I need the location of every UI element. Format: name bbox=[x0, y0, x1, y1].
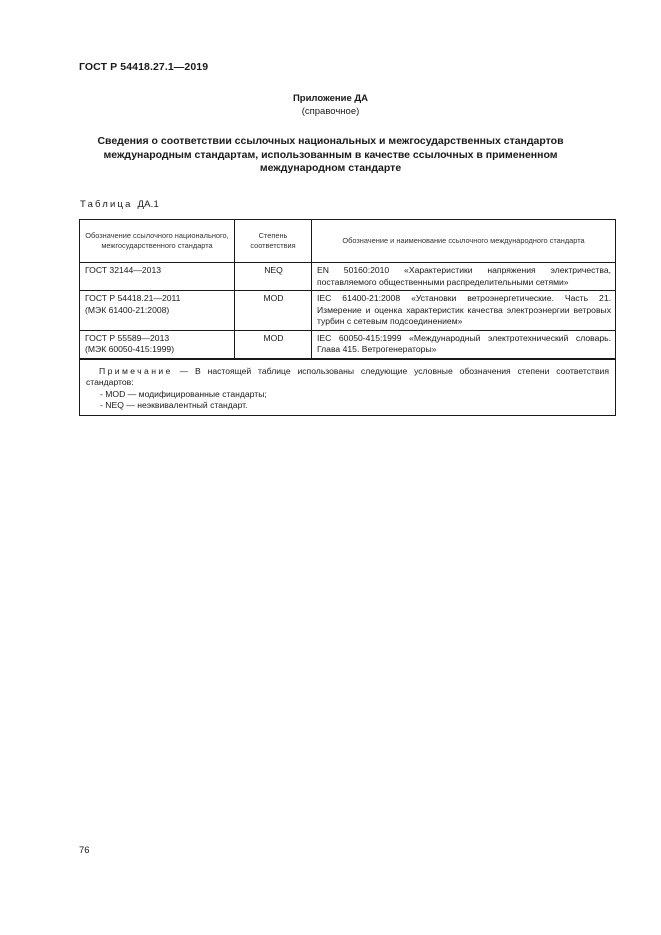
column-header-national-standard: Обозначение ссылочного национального, межгосударственного стандарта bbox=[80, 220, 235, 263]
appendix-heading bbox=[90, 135, 571, 176]
heading-line: Сведения о соответствии ссылочных национальных и межгосударственных стандартов bbox=[97, 135, 564, 147]
international-standard-cell: IEC 60050-415:1999 «Международный электротехнический словарь. Глава 415. Ветрогенераторы» bbox=[312, 330, 616, 359]
note-label: Примечание bbox=[99, 365, 173, 376]
national-standard-designation: ГОСТ 32144—2013 bbox=[85, 265, 162, 275]
heading-line: международным стандартам, использованным в качестве ссылочных в примененном bbox=[103, 148, 558, 161]
international-standard-cell: IEC 61400-21:2008 «Установки ветроэнергетические. Часть 21. Измерение и оценка характеристик качества электроэнергии ветровых турбин с сетевым подсоединением» bbox=[312, 291, 616, 331]
note-lead bbox=[86, 366, 609, 389]
note-text: — В настоящей таблице использованы следующие условные обозначения степени соответствия стандартов: bbox=[86, 365, 609, 387]
appendix-title: Приложение ДА bbox=[292, 93, 369, 104]
national-standard-designation: ГОСТ Р 55589—2013 bbox=[85, 332, 170, 343]
note-item: - MOD — модифицированные стандарты; bbox=[100, 388, 267, 399]
national-standard-cell bbox=[80, 291, 235, 331]
column-header-international-standard: Обозначение и наименование ссылочного международного стандарта bbox=[312, 220, 616, 263]
table-caption-word: Таблица bbox=[80, 199, 133, 210]
international-equivalent-designation: (МЭК 61400-21:2008) bbox=[85, 304, 170, 315]
table-caption-number: ДА.1 bbox=[137, 199, 159, 210]
national-standard-cell bbox=[80, 330, 235, 359]
appendix-kind: (справочное) bbox=[301, 106, 360, 117]
international-standard-cell: EN 50160:2010 «Характеристики напряжения электричества, поставляемого общественными распределительными сетями» bbox=[312, 263, 616, 291]
international-equivalent-designation: (МЭК 60050-415:1999) bbox=[85, 344, 175, 354]
heading-line: международном стандарте bbox=[259, 162, 402, 174]
table-note bbox=[80, 359, 616, 416]
table-caption bbox=[80, 199, 159, 210]
standards-correspondence-table bbox=[79, 219, 616, 416]
table-note-row bbox=[80, 359, 616, 416]
column-header-degree: Степень соответствия bbox=[235, 220, 312, 263]
table-header-row bbox=[80, 220, 616, 263]
degree-cell: NEQ bbox=[235, 263, 312, 291]
table-row bbox=[80, 330, 616, 359]
note-item: - NEQ — неэквивалентный стандарт. bbox=[100, 400, 248, 410]
national-standard-cell bbox=[80, 263, 235, 291]
degree-cell: MOD bbox=[235, 291, 312, 331]
page-number: 76 bbox=[79, 845, 90, 856]
national-standard-designation: ГОСТ Р 54418.21—2011 bbox=[85, 293, 181, 303]
degree-cell: MOD bbox=[235, 330, 312, 359]
table-row bbox=[80, 291, 616, 331]
table-row bbox=[80, 263, 616, 291]
document-code: ГОСТ Р 54418.27.1—2019 bbox=[79, 61, 209, 73]
